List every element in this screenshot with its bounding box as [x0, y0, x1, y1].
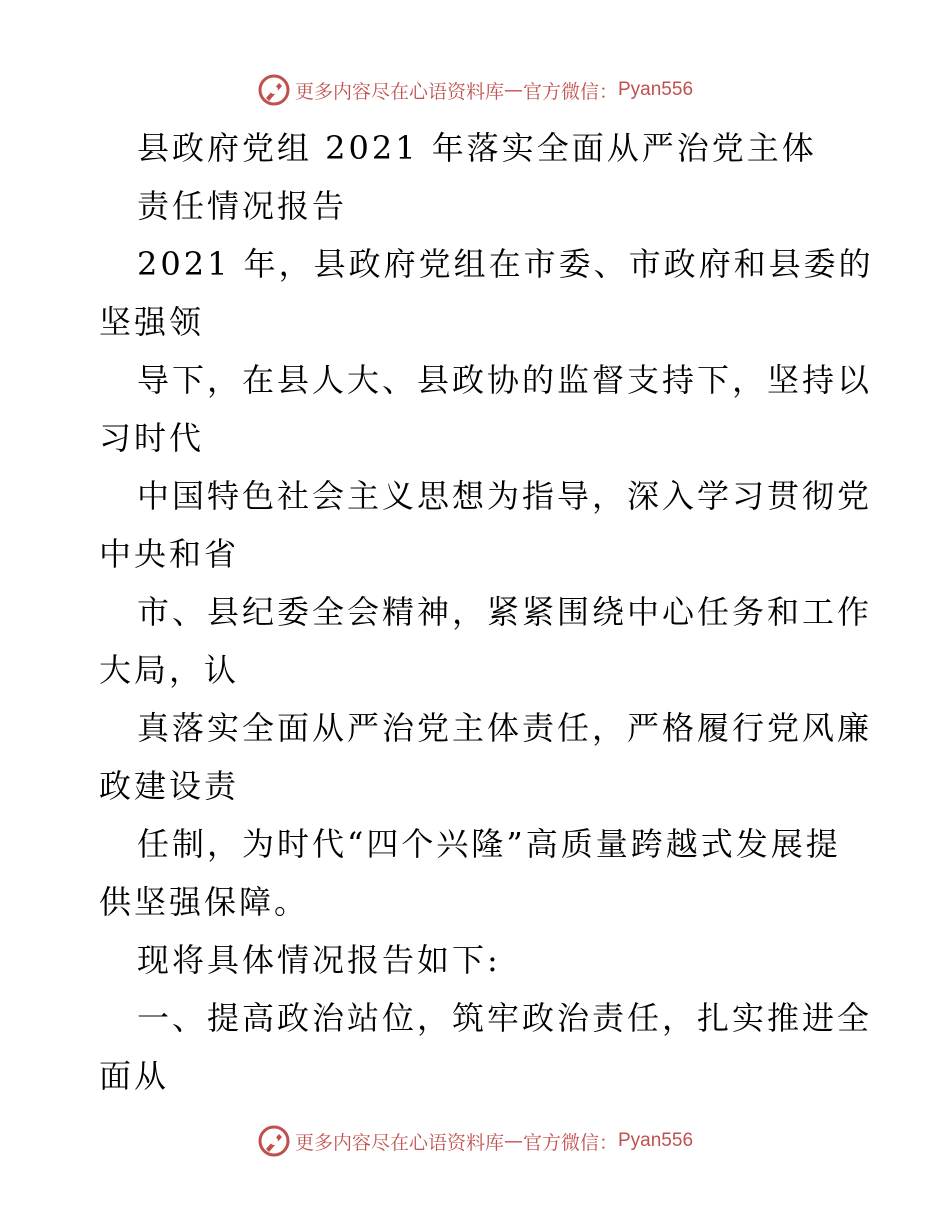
- document-title-line-1: 县政府党组 2021 年落实全面从严治党主体: [137, 129, 817, 167]
- footer-watermark: [0, 1121, 950, 1161]
- watermark-contact-label: 官方微信：: [522, 1131, 618, 1154]
- paragraph-line: 习时代: [99, 419, 205, 457]
- watermark-contact-id: Pyan556: [618, 1130, 694, 1151]
- paragraph-line: 2021 年，县政府党组在市委、市政府和县委的: [137, 245, 874, 283]
- watermark-contact-id: Pyan556: [618, 79, 694, 100]
- paragraph-line: 中央和省: [99, 535, 240, 573]
- paragraph-line: 坚强领: [99, 303, 205, 341]
- paragraph-line: 供坚强保障。: [99, 883, 310, 921]
- paragraph-line: 政建设责: [99, 767, 240, 805]
- document-title-line-2: 责任情况报告: [137, 187, 348, 225]
- watermark-contact-label: 官方微信：: [522, 80, 618, 103]
- paragraph-line: 市、县纪委全会精神，紧紧围绕中心任务和工作: [137, 593, 873, 631]
- paragraph-line: 大局，认: [99, 651, 240, 689]
- paragraph-line: 现将具体情况报告如下:: [137, 941, 501, 979]
- section-heading-line: 一、提高政治站位，筑牢政治责任，扎实推进全: [137, 999, 873, 1037]
- paragraph-line: 导下，在县人大、县政协的监督支持下，坚持以: [137, 361, 873, 399]
- watermark-separator: —: [503, 79, 523, 101]
- watermark-brand: 更多内容尽在心语资料库: [294, 1131, 504, 1154]
- pen-seal-icon: [257, 1124, 291, 1158]
- paragraph-line: 中国特色社会主义思想为指导，深入学习贯彻党: [137, 477, 873, 515]
- paragraph-line: 真落实全面从严治党主体责任，严格履行党风廉: [137, 709, 873, 747]
- paragraph-line: 任制，为时代“四个兴隆”高质量跨越式发展提: [137, 825, 841, 863]
- watermark-brand: 更多内容尽在心语资料库: [294, 80, 504, 103]
- watermark-separator: —: [503, 1130, 523, 1152]
- section-heading-line: 面从: [99, 1057, 170, 1095]
